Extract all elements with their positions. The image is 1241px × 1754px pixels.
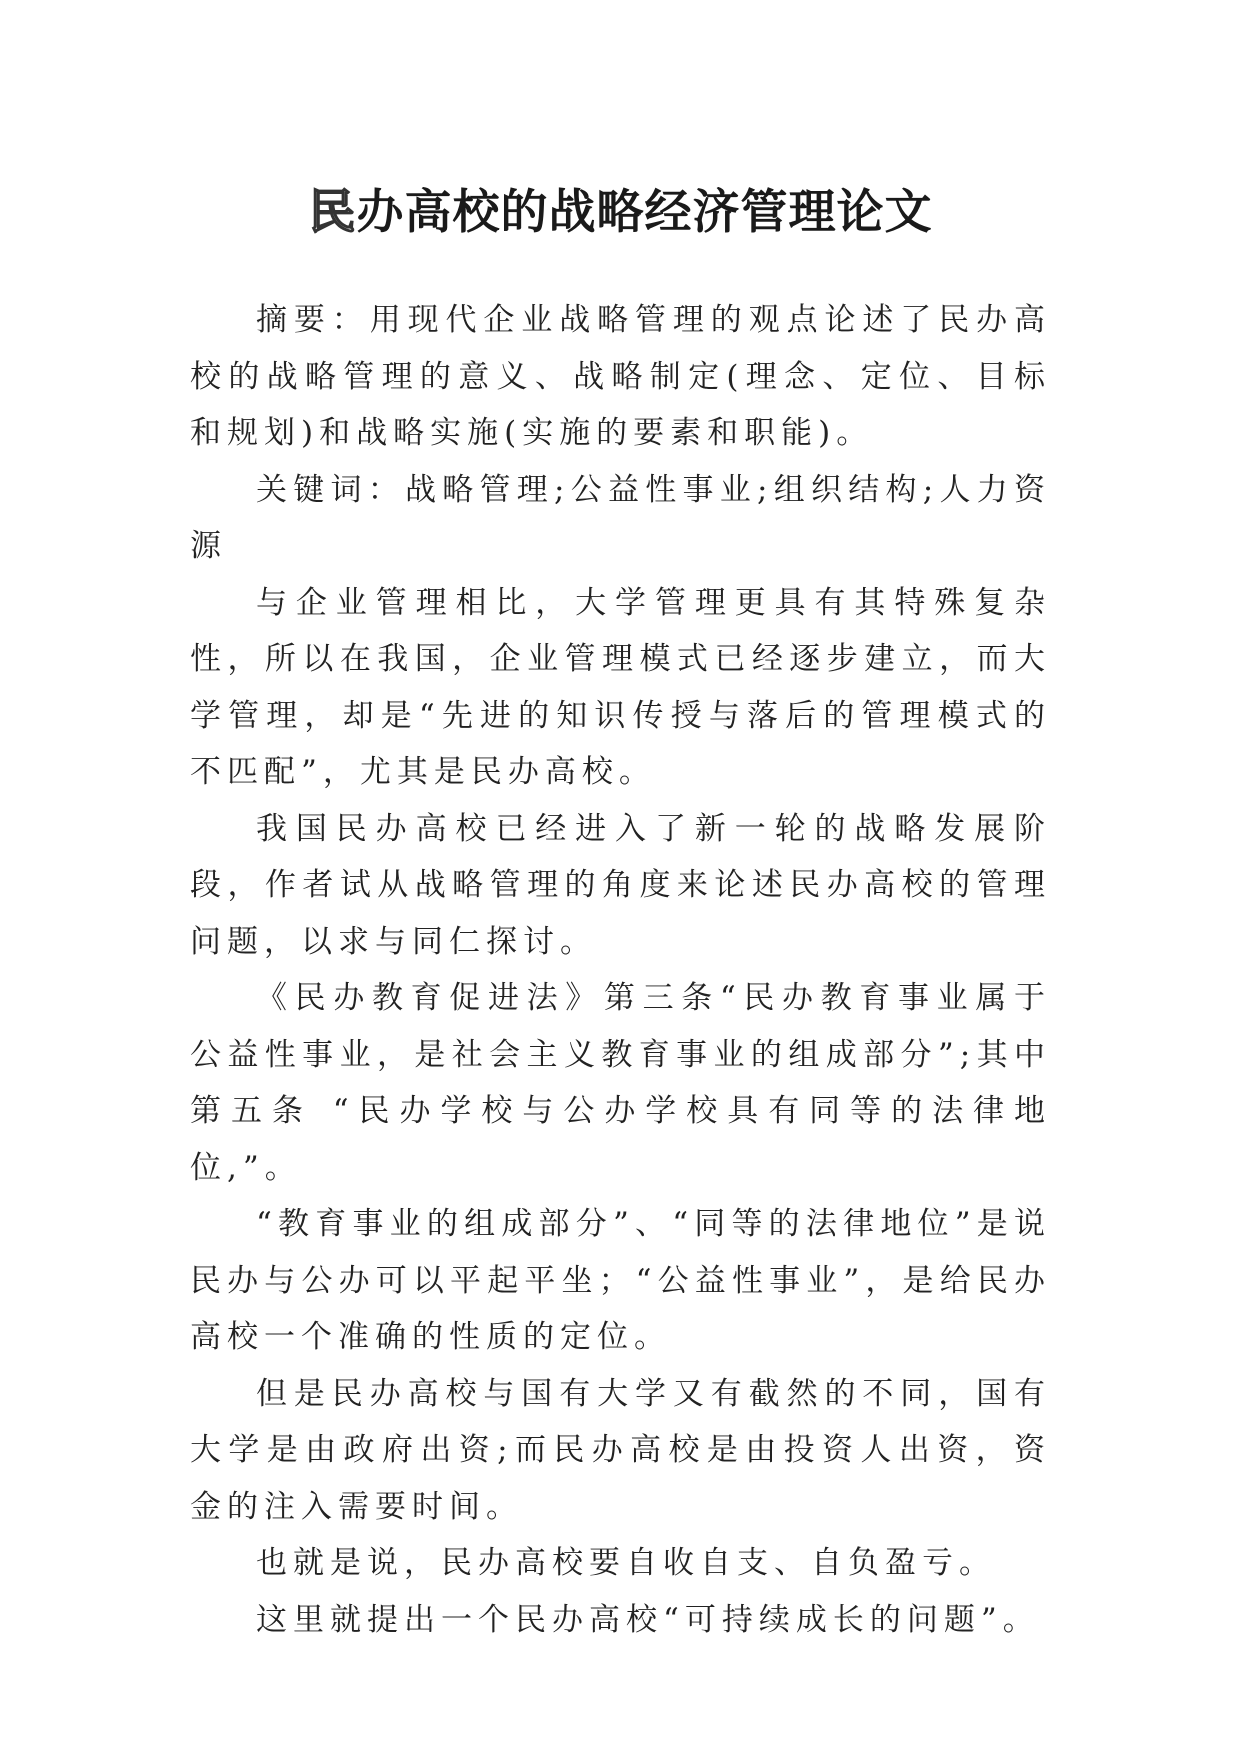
body-paragraph: 但是民办高校与国有大学又有截然的不同，国有大学是由政府出资;而民办高校是由投资人出资，资金的注入需要时间。 (190, 1375, 1051, 1525)
title-outlined-first-char: 民 (308, 185, 357, 241)
document-body (190, 292, 1051, 1648)
body-paragraph: 这里就提出一个民办高校“可持续成长的问题”。 (256, 1601, 1040, 1638)
document-title (0, 183, 1241, 243)
title-text: 办高校的战略经济管理论文 (356, 185, 933, 241)
keywords-paragraph: 关键词：战略管理;公益性事业;组织结构;人力资源 (190, 471, 1051, 564)
abstract-paragraph: 摘要：用现代企业战略管理的观点论述了民办高校的战略管理的意义、战略制定(理念、定位、目标和规划)和战略实施(实施的要素和职能)。 (190, 302, 1051, 451)
body-paragraph: 我国民办高校已经进入了新一轮的战略发展阶段，作者试从战略管理的角度来论述民办高校的管理问题，以求与同仁探讨。 (190, 810, 1051, 960)
body-paragraph: 与企业管理相比，大学管理更具有其特殊复杂性，所以在我国，企业管理模式已经逐步建立，而大学管理，却是“先进的知识传授与落后的管理模式的不匹配”，尤其是民办高校。 (190, 584, 1051, 790)
body-paragraph: “教育事业的组成部分”、“同等的法律地位”是说民办与公办可以平起平坐；“公益性事业”，是给民办高校一个准确的性质的定位。 (190, 1206, 1051, 1355)
body-paragraph: 也就是说，民办高校要自收自支、自负盈亏。 (256, 1545, 996, 1581)
body-paragraph: 《民办教育促进法》第三条“民办教育事业属于公益性事业，是社会主义教育事业的组成部分”;其中第五条 “民办学校与公办学校具有同等的法律地位,”。 (190, 980, 1051, 1186)
